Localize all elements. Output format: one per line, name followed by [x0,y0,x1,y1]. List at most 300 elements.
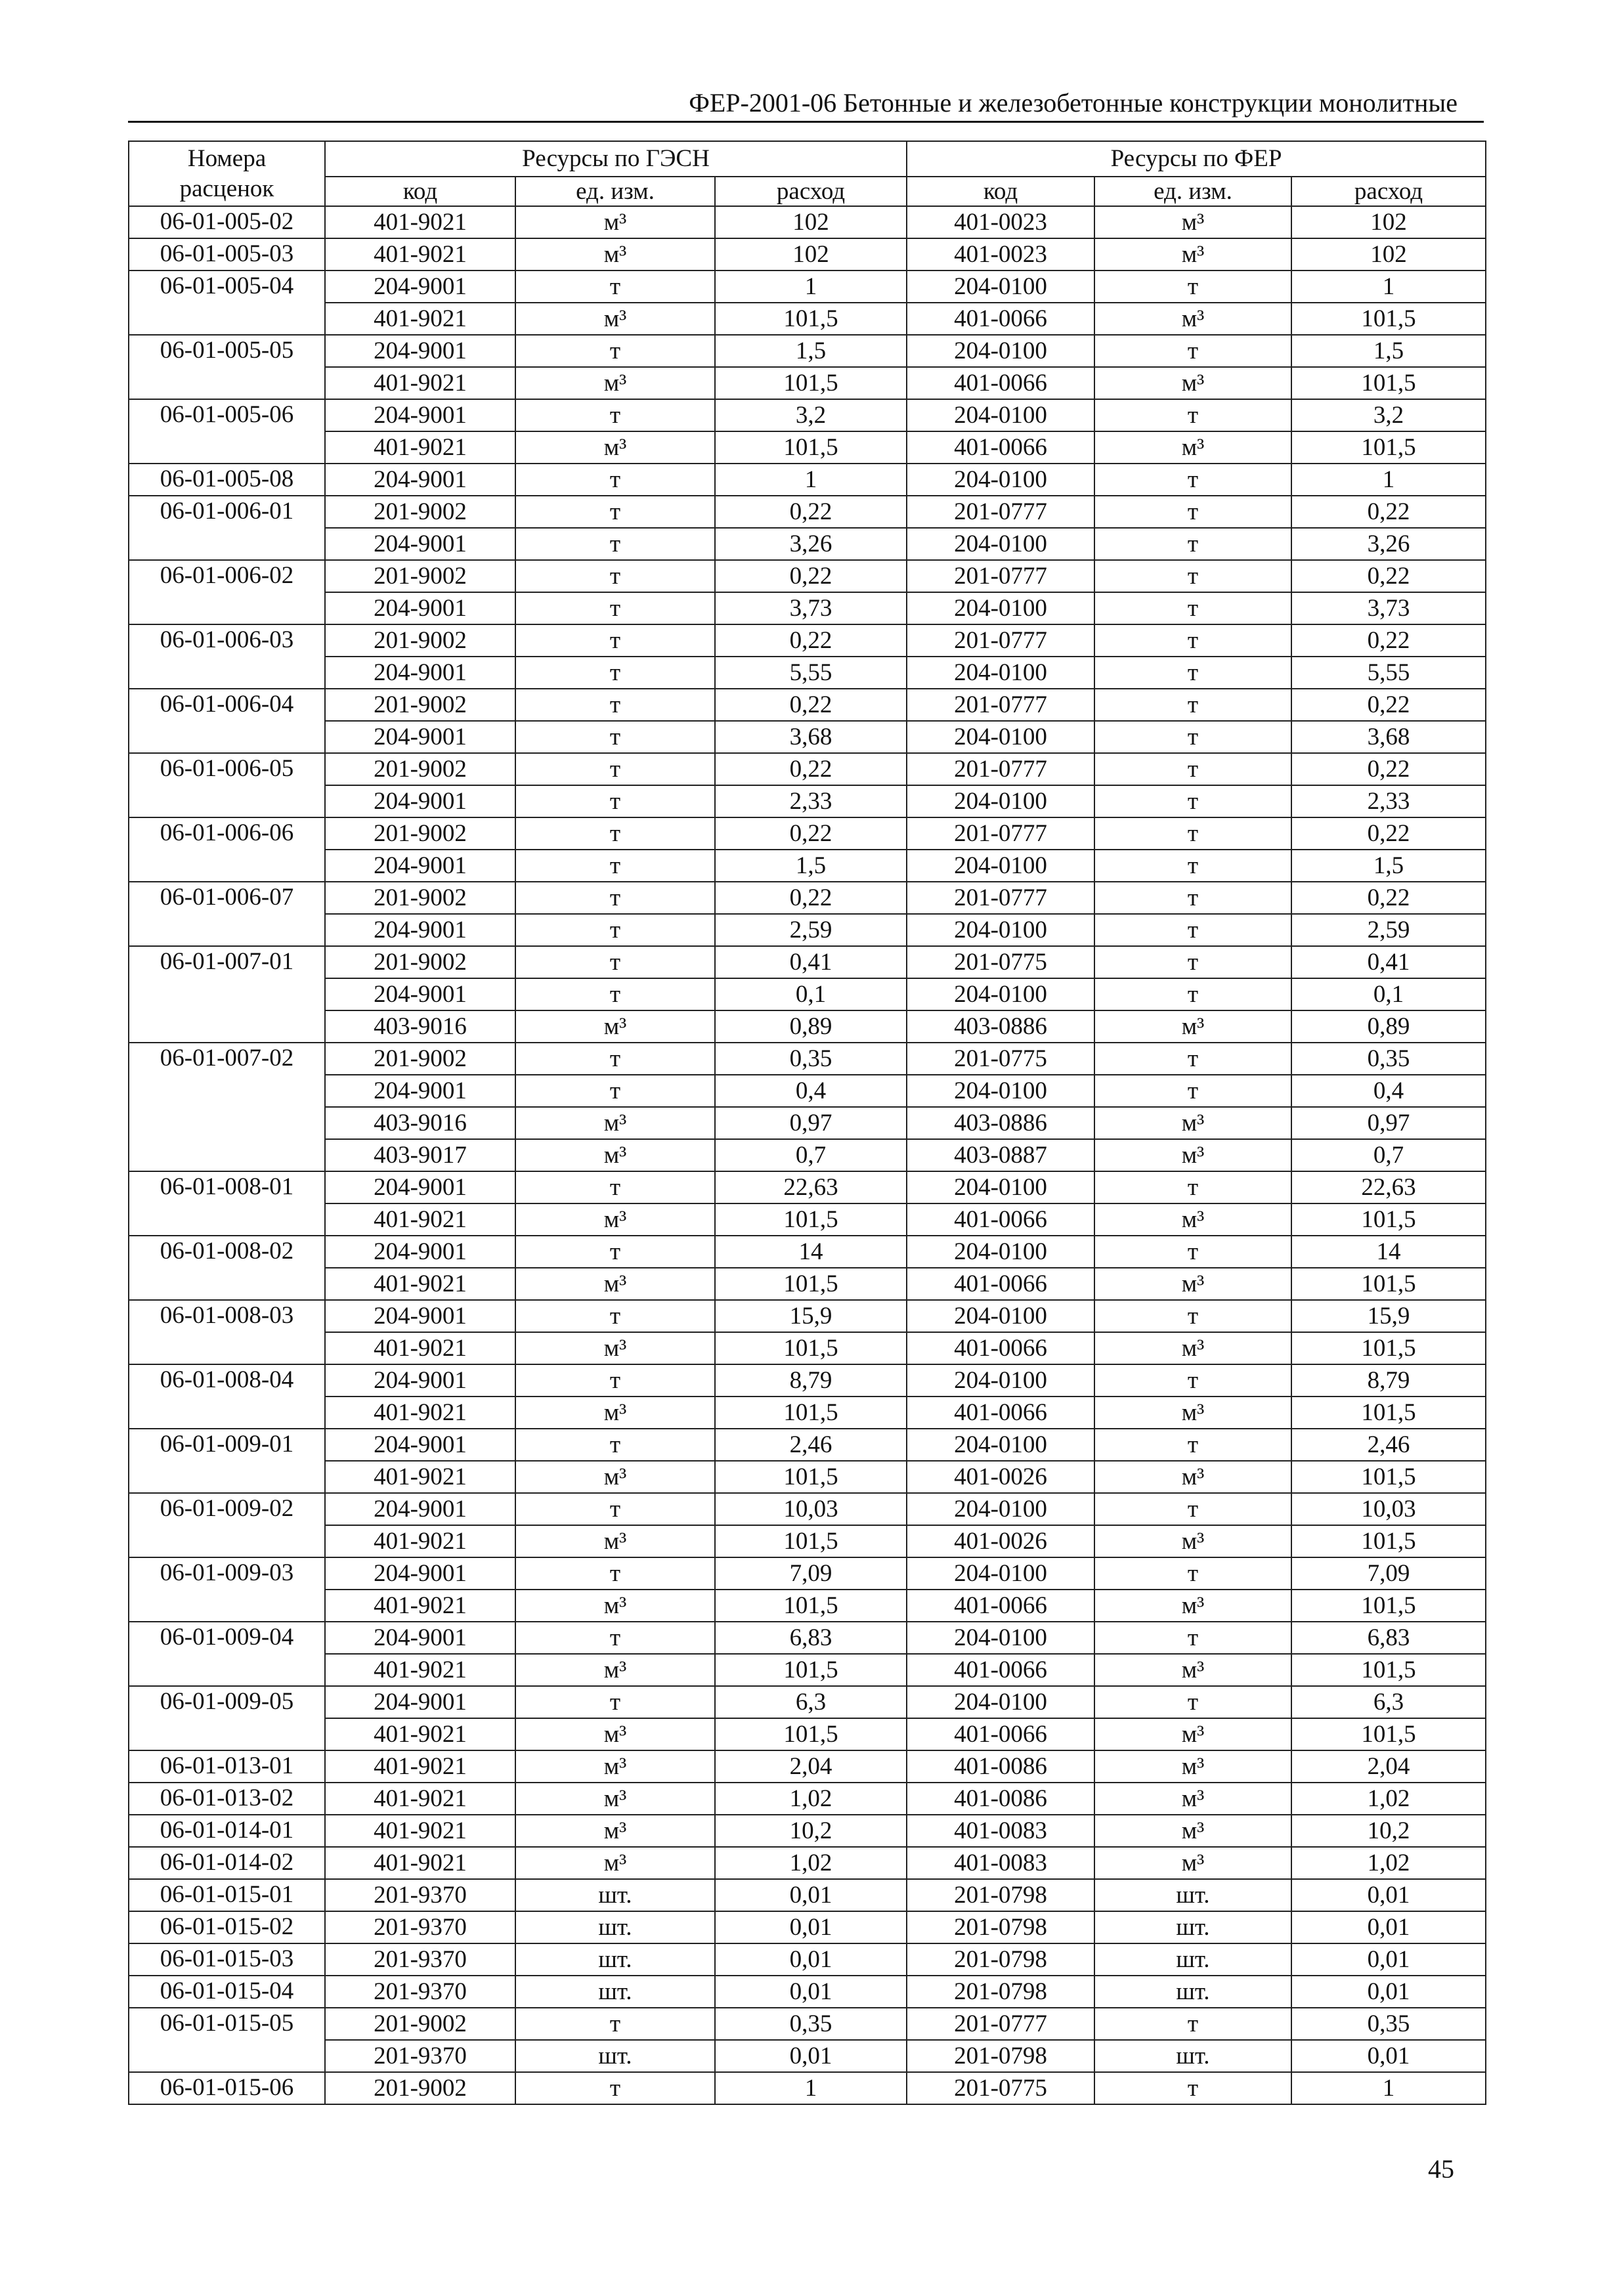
fer-code-cell: 403-0887 [907,1139,1094,1171]
gesn-unit-cell: т [515,528,715,560]
fer-code-cell: 403-0886 [907,1107,1094,1139]
table-row [129,1397,1486,1429]
gesn-code-cell: 201-9002 [325,882,515,914]
fer-unit-cell: шт. [1094,1911,1291,1943]
gesn-unit-cell: т [515,592,715,624]
fer-consumption-cell: 101,5 [1291,1397,1486,1429]
fer-consumption-cell: 101,5 [1291,1718,1486,1750]
gesn-unit-cell: шт. [515,1911,715,1943]
fer-unit-cell: т [1094,399,1291,431]
gesn-unit-cell: м³ [515,1525,715,1557]
gesn-consumption-cell: 0,4 [715,1075,907,1107]
gesn-code-cell: 204-9001 [325,1622,515,1654]
table-row [129,1107,1486,1139]
table-row [129,1010,1486,1043]
page-number: 45 [1428,2154,1454,2184]
fer-unit-cell: т [1094,335,1291,367]
fer-consumption-cell: 101,5 [1291,1268,1486,1300]
fer-code-cell: 204-0100 [907,1429,1094,1461]
rate-number-cell: 06-01-005-04 [129,271,325,335]
fer-code-cell: 204-0100 [907,978,1094,1010]
gesn-unit-cell: т [515,1557,715,1590]
fer-unit-header: ед. изм. [1094,177,1291,206]
gesn-code-cell: 204-9001 [325,785,515,817]
fer-unit-cell: т [1094,914,1291,946]
fer-consumption-cell: 1,02 [1291,1783,1486,1815]
gesn-unit-cell: м³ [515,367,715,399]
gesn-consumption-cell: 0,97 [715,1107,907,1139]
fer-unit-cell: м³ [1094,1203,1291,1236]
fer-code-cell: 201-0777 [907,882,1094,914]
table-row [129,1622,1486,1654]
fer-consumption-cell: 0,22 [1291,496,1486,528]
table-row [129,946,1486,978]
rate-number-cell: 06-01-005-03 [129,238,325,271]
fer-consumption-cell: 0,22 [1291,560,1486,592]
fer-unit-cell: м³ [1094,1139,1291,1171]
fer-unit-cell: т [1094,1236,1291,1268]
fer-code-cell: 204-0100 [907,850,1094,882]
gesn-consumption-cell: 101,5 [715,1203,907,1236]
gesn-code-cell: 401-9021 [325,1750,515,1783]
gesn-unit-cell: т [515,657,715,689]
gesn-unit-cell: т [515,978,715,1010]
fer-consumption-cell: 0,35 [1291,1043,1486,1075]
gesn-consumption-cell: 10,03 [715,1493,907,1525]
fer-unit-cell: м³ [1094,1268,1291,1300]
table-row [129,1171,1486,1203]
gesn-code-cell: 401-9021 [325,1203,515,1236]
fer-unit-cell: т [1094,560,1291,592]
fer-code-cell: 401-0066 [907,1268,1094,1300]
gesn-consumption-cell: 3,73 [715,592,907,624]
gesn-consumption-cell: 101,5 [715,1525,907,1557]
fer-consumption-cell: 101,5 [1291,431,1486,464]
table-row [129,689,1486,721]
fer-code-cell: 201-0777 [907,753,1094,785]
gesn-unit-cell: м³ [515,1397,715,1429]
table-row [129,1429,1486,1461]
gesn-consumption-cell: 0,01 [715,1879,907,1911]
rate-number-cell: 06-01-005-06 [129,399,325,464]
gesn-unit-cell: т [515,946,715,978]
fer-consumption-cell: 101,5 [1291,303,1486,335]
table-row [129,978,1486,1010]
gesn-code-cell: 401-9021 [325,1332,515,1364]
gesn-code-cell: 401-9021 [325,303,515,335]
fer-code-cell: 204-0100 [907,1075,1094,1107]
gesn-unit-cell: т [515,335,715,367]
fer-code-cell: 201-0798 [907,2040,1094,2072]
gesn-code-cell: 204-9001 [325,1300,515,1332]
page-header [128,84,1484,123]
rates-header-line-1: Номера [187,144,267,172]
gesn-code-cell: 204-9001 [325,1686,515,1718]
fer-consumption-cell: 10,2 [1291,1815,1486,1847]
gesn-code-cell: 201-9002 [325,2072,515,2104]
gesn-code-cell: 204-9001 [325,335,515,367]
fer-unit-cell: м³ [1094,431,1291,464]
gesn-code-cell: 204-9001 [325,914,515,946]
gesn-unit-cell: шт. [515,1879,715,1911]
fer-code-cell: 201-0775 [907,946,1094,978]
gesn-consumption-cell: 0,22 [715,560,907,592]
fer-consumption-cell: 7,09 [1291,1557,1486,1590]
fer-consumption-cell: 0,01 [1291,1943,1486,1976]
fer-unit-cell: т [1094,785,1291,817]
rate-number-cell: 06-01-008-01 [129,1171,325,1236]
fer-unit-cell: т [1094,753,1291,785]
fer-consumption-cell: 0,41 [1291,946,1486,978]
gesn-code-cell: 401-9021 [325,431,515,464]
gesn-code-cell: 204-9001 [325,399,515,431]
gesn-code-cell: 204-9001 [325,978,515,1010]
gesn-unit-cell: т [515,624,715,657]
rate-number-cell: 06-01-015-06 [129,2072,325,2104]
gesn-consumption-cell: 1,02 [715,1783,907,1815]
table-row [129,1815,1486,1847]
table-row [129,850,1486,882]
fer-unit-cell: т [1094,624,1291,657]
gesn-unit-cell: т [515,1171,715,1203]
fer-consumption-cell: 0,01 [1291,1911,1486,1943]
gesn-unit-cell: м³ [515,1590,715,1622]
table-row [129,1268,1486,1300]
fer-code-cell: 401-0023 [907,206,1094,238]
table-row [129,1332,1486,1364]
fer-consumption-cell: 0,35 [1291,2008,1486,2040]
gesn-unit-cell: т [515,785,715,817]
rate-number-cell: 06-01-008-04 [129,1364,325,1429]
fer-code-cell: 204-0100 [907,1171,1094,1203]
gesn-unit-cell: т [515,753,715,785]
gesn-consumption-cell: 0,35 [715,2008,907,2040]
gesn-code-cell: 401-9021 [325,1461,515,1493]
rate-number-cell: 06-01-015-03 [129,1943,325,1976]
fer-consumption-cell: 5,55 [1291,657,1486,689]
fer-consumption-cell: 0,7 [1291,1139,1486,1171]
gesn-consumption-cell: 0,7 [715,1139,907,1171]
gesn-consumption-cell: 101,5 [715,1332,907,1364]
fer-consumption-cell: 2,33 [1291,785,1486,817]
table-row [129,753,1486,785]
gesn-unit-cell: т [515,721,715,753]
gesn-unit-cell: т [515,1043,715,1075]
rate-number-cell: 06-01-008-02 [129,1236,325,1300]
fer-consumption-cell: 0,4 [1291,1075,1486,1107]
gesn-code-cell: 401-9021 [325,1397,515,1429]
gesn-consumption-cell: 1,5 [715,335,907,367]
fer-code-cell: 204-0100 [907,721,1094,753]
gesn-code-cell: 204-9001 [325,1171,515,1203]
gesn-code-cell: 201-9002 [325,496,515,528]
gesn-code-cell: 204-9001 [325,1557,515,1590]
rate-number-cell: 06-01-009-02 [129,1493,325,1557]
gesn-unit-header: ед. изм. [515,177,715,206]
table-row [129,1493,1486,1525]
fer-code-cell: 401-0026 [907,1525,1094,1557]
fer-consumption-cell: 3,2 [1291,399,1486,431]
gesn-code-cell: 201-9002 [325,946,515,978]
rate-number-cell: 06-01-015-04 [129,1976,325,2008]
table-body [129,206,1486,2104]
fer-unit-cell: т [1094,657,1291,689]
fer-code-header: код [907,177,1094,206]
fer-code-cell: 204-0100 [907,1622,1094,1654]
fer-consumption-cell: 0,01 [1291,2040,1486,2072]
gesn-unit-cell: м³ [515,1750,715,1783]
gesn-consumption-header: расход [715,177,907,206]
gesn-consumption-cell: 101,5 [715,1654,907,1686]
gesn-consumption-cell: 101,5 [715,431,907,464]
fer-unit-cell: м³ [1094,1750,1291,1783]
fer-consumption-cell: 3,26 [1291,528,1486,560]
gesn-code-cell: 403-9016 [325,1107,515,1139]
gesn-code-cell: 201-9002 [325,1043,515,1075]
rate-number-cell: 06-01-006-02 [129,560,325,624]
rates-header-line-2: расценок [179,175,274,202]
fer-code-cell: 204-0100 [907,785,1094,817]
fer-unit-cell: т [1094,592,1291,624]
table-row [129,1557,1486,1590]
rate-number-cell: 06-01-014-02 [129,1847,325,1879]
gesn-consumption-cell: 1,5 [715,850,907,882]
fer-code-cell: 204-0100 [907,592,1094,624]
fer-consumption-cell: 0,22 [1291,753,1486,785]
fer-unit-cell: т [1094,946,1291,978]
gesn-consumption-cell: 10,2 [715,1815,907,1847]
fer-code-cell: 204-0100 [907,1686,1094,1718]
fer-consumption-cell: 0,22 [1291,689,1486,721]
gesn-consumption-cell: 101,5 [715,1590,907,1622]
rate-number-cell: 06-01-009-04 [129,1622,325,1686]
table-row [129,1590,1486,1622]
fer-code-cell: 204-0100 [907,1557,1094,1590]
fer-unit-cell: м³ [1094,1461,1291,1493]
table-row [129,2040,1486,2072]
fer-code-cell: 204-0100 [907,1300,1094,1332]
gesn-unit-cell: м³ [515,303,715,335]
fer-consumption-cell: 0,89 [1291,1010,1486,1043]
gesn-code-cell: 204-9001 [325,1075,515,1107]
gesn-code-cell: 401-9021 [325,1525,515,1557]
gesn-code-cell: 201-9002 [325,2008,515,2040]
fer-unit-cell: т [1094,2008,1291,2040]
gesn-unit-cell: м³ [515,1654,715,1686]
table-row [129,560,1486,592]
table-row [129,1236,1486,1268]
table-row [129,592,1486,624]
fer-unit-cell: шт. [1094,1943,1291,1976]
gesn-unit-cell: м³ [515,1203,715,1236]
fer-code-cell: 204-0100 [907,914,1094,946]
fer-code-cell: 401-0083 [907,1847,1094,1879]
gesn-unit-cell: т [515,1622,715,1654]
fer-unit-cell: м³ [1094,1783,1291,1815]
gesn-consumption-cell: 101,5 [715,1461,907,1493]
rate-number-cell: 06-01-013-01 [129,1750,325,1783]
gesn-code-cell: 401-9021 [325,1815,515,1847]
gesn-unit-cell: м³ [515,1461,715,1493]
gesn-code-cell: 201-9370 [325,2040,515,2072]
table-row [129,464,1486,496]
table-row [129,817,1486,850]
fer-unit-cell: т [1094,1171,1291,1203]
fer-code-cell: 201-0777 [907,560,1094,592]
gesn-code-cell: 401-9021 [325,1718,515,1750]
gesn-code-cell: 204-9001 [325,464,515,496]
table-row [129,1525,1486,1557]
gesn-consumption-cell: 2,59 [715,914,907,946]
table-row [129,657,1486,689]
gesn-code-cell: 401-9021 [325,1847,515,1879]
gesn-unit-cell: т [515,1300,715,1332]
gesn-code-cell: 401-9021 [325,1590,515,1622]
fer-consumption-cell: 101,5 [1291,1525,1486,1557]
fer-consumption-cell: 1 [1291,2072,1486,2104]
table-row [129,1300,1486,1332]
gesn-unit-cell: т [515,399,715,431]
gesn-code-header: код [325,177,515,206]
rate-number-cell: 06-01-015-02 [129,1911,325,1943]
fer-unit-cell: т [1094,1075,1291,1107]
rate-number-cell: 06-01-009-03 [129,1557,325,1622]
gesn-code-cell: 204-9001 [325,271,515,303]
gesn-consumption-cell: 0,22 [715,882,907,914]
fer-unit-cell: т [1094,1557,1291,1590]
gesn-consumption-cell: 101,5 [715,1268,907,1300]
table-row [129,496,1486,528]
gesn-unit-cell: шт. [515,2040,715,2072]
fer-consumption-cell: 1,5 [1291,335,1486,367]
fer-code-cell: 204-0100 [907,335,1094,367]
fer-consumption-cell: 101,5 [1291,1332,1486,1364]
gesn-code-cell: 204-9001 [325,850,515,882]
fer-unit-cell: м³ [1094,1332,1291,1364]
fer-code-cell: 401-0066 [907,1332,1094,1364]
fer-consumption-cell: 22,63 [1291,1171,1486,1203]
gesn-unit-cell: м³ [515,1010,715,1043]
gesn-unit-cell: т [515,1364,715,1397]
fer-unit-cell: т [1094,1429,1291,1461]
gesn-consumption-cell: 102 [715,238,907,271]
gesn-consumption-cell: 0,22 [715,689,907,721]
fer-code-cell: 401-0066 [907,303,1094,335]
rate-number-cell: 06-01-014-01 [129,1815,325,1847]
gesn-code-cell: 204-9001 [325,721,515,753]
fer-unit-cell: т [1094,1043,1291,1075]
rate-number-cell: 06-01-006-04 [129,689,325,753]
fer-unit-cell: т [1094,271,1291,303]
table-row [129,624,1486,657]
fer-code-cell: 401-0086 [907,1783,1094,1815]
gesn-code-cell: 403-9016 [325,1010,515,1043]
fer-code-cell: 401-0083 [907,1815,1094,1847]
fer-consumption-cell: 15,9 [1291,1300,1486,1332]
fer-unit-cell: шт. [1094,2040,1291,2072]
rate-number-cell: 06-01-006-01 [129,496,325,560]
fer-consumption-cell: 3,73 [1291,592,1486,624]
gesn-code-cell: 201-9370 [325,1976,515,2008]
gesn-code-cell: 204-9001 [325,1429,515,1461]
gesn-unit-cell: м³ [515,1815,715,1847]
table-row [129,2008,1486,2040]
gesn-consumption-cell: 102 [715,206,907,238]
fer-unit-cell: м³ [1094,303,1291,335]
table-row [129,914,1486,946]
gesn-unit-cell: т [515,1236,715,1268]
gesn-code-cell: 401-9021 [325,206,515,238]
fer-unit-cell: м³ [1094,367,1291,399]
fer-code-cell: 401-0026 [907,1461,1094,1493]
fer-code-cell: 201-0777 [907,689,1094,721]
rate-number-cell: 06-01-013-02 [129,1783,325,1815]
rate-number-cell: 06-01-015-01 [129,1879,325,1911]
gesn-consumption-cell: 0,01 [715,2040,907,2072]
gesn-consumption-cell: 0,01 [715,1943,907,1976]
fer-consumption-cell: 0,22 [1291,624,1486,657]
table-row [129,721,1486,753]
gesn-unit-cell: м³ [515,206,715,238]
fer-consumption-cell: 101,5 [1291,367,1486,399]
gesn-unit-cell: шт. [515,1976,715,2008]
fer-consumption-cell: 2,59 [1291,914,1486,946]
fer-code-cell: 401-0066 [907,367,1094,399]
fer-consumption-cell: 2,04 [1291,1750,1486,1783]
fer-consumption-cell: 1,5 [1291,850,1486,882]
table-row [129,1976,1486,2008]
gesn-consumption-cell: 1 [715,271,907,303]
fer-code-cell: 401-0066 [907,1590,1094,1622]
fer-code-cell: 201-0798 [907,1911,1094,1943]
table-row [129,335,1486,367]
gesn-consumption-cell: 0,41 [715,946,907,978]
rate-number-cell: 06-01-009-01 [129,1429,325,1493]
gesn-consumption-cell: 2,33 [715,785,907,817]
fer-code-cell: 401-0066 [907,1654,1094,1686]
fer-consumption-cell: 1,02 [1291,1847,1486,1879]
gesn-consumption-cell: 6,83 [715,1622,907,1654]
table-row [129,206,1486,238]
gesn-consumption-cell: 101,5 [715,303,907,335]
fer-consumption-cell: 0,22 [1291,817,1486,850]
fer-code-cell: 201-0798 [907,1976,1094,2008]
gesn-code-cell: 403-9017 [325,1139,515,1171]
fer-consumption-cell: 2,46 [1291,1429,1486,1461]
gesn-unit-cell: м³ [515,1847,715,1879]
fer-consumption-cell: 0,01 [1291,1976,1486,2008]
table-header-row [129,141,1486,177]
fer-consumption-cell: 0,1 [1291,978,1486,1010]
gesn-unit-cell: м³ [515,1718,715,1750]
gesn-unit-cell: т [515,496,715,528]
gesn-unit-cell: т [515,1429,715,1461]
fer-unit-cell: м³ [1094,1107,1291,1139]
gesn-unit-cell: т [515,689,715,721]
gesn-consumption-cell: 8,79 [715,1364,907,1397]
fer-consumption-cell: 102 [1291,238,1486,271]
table-row [129,1686,1486,1718]
fer-code-cell: 204-0100 [907,657,1094,689]
gesn-consumption-cell: 0,89 [715,1010,907,1043]
fer-unit-cell: т [1094,1686,1291,1718]
gesn-code-cell: 201-9002 [325,624,515,657]
table-row [129,1461,1486,1493]
fer-code-cell: 201-0798 [907,1943,1094,1976]
table-row [129,1203,1486,1236]
fer-consumption-cell: 1 [1291,271,1486,303]
gesn-unit-cell: т [515,2008,715,2040]
